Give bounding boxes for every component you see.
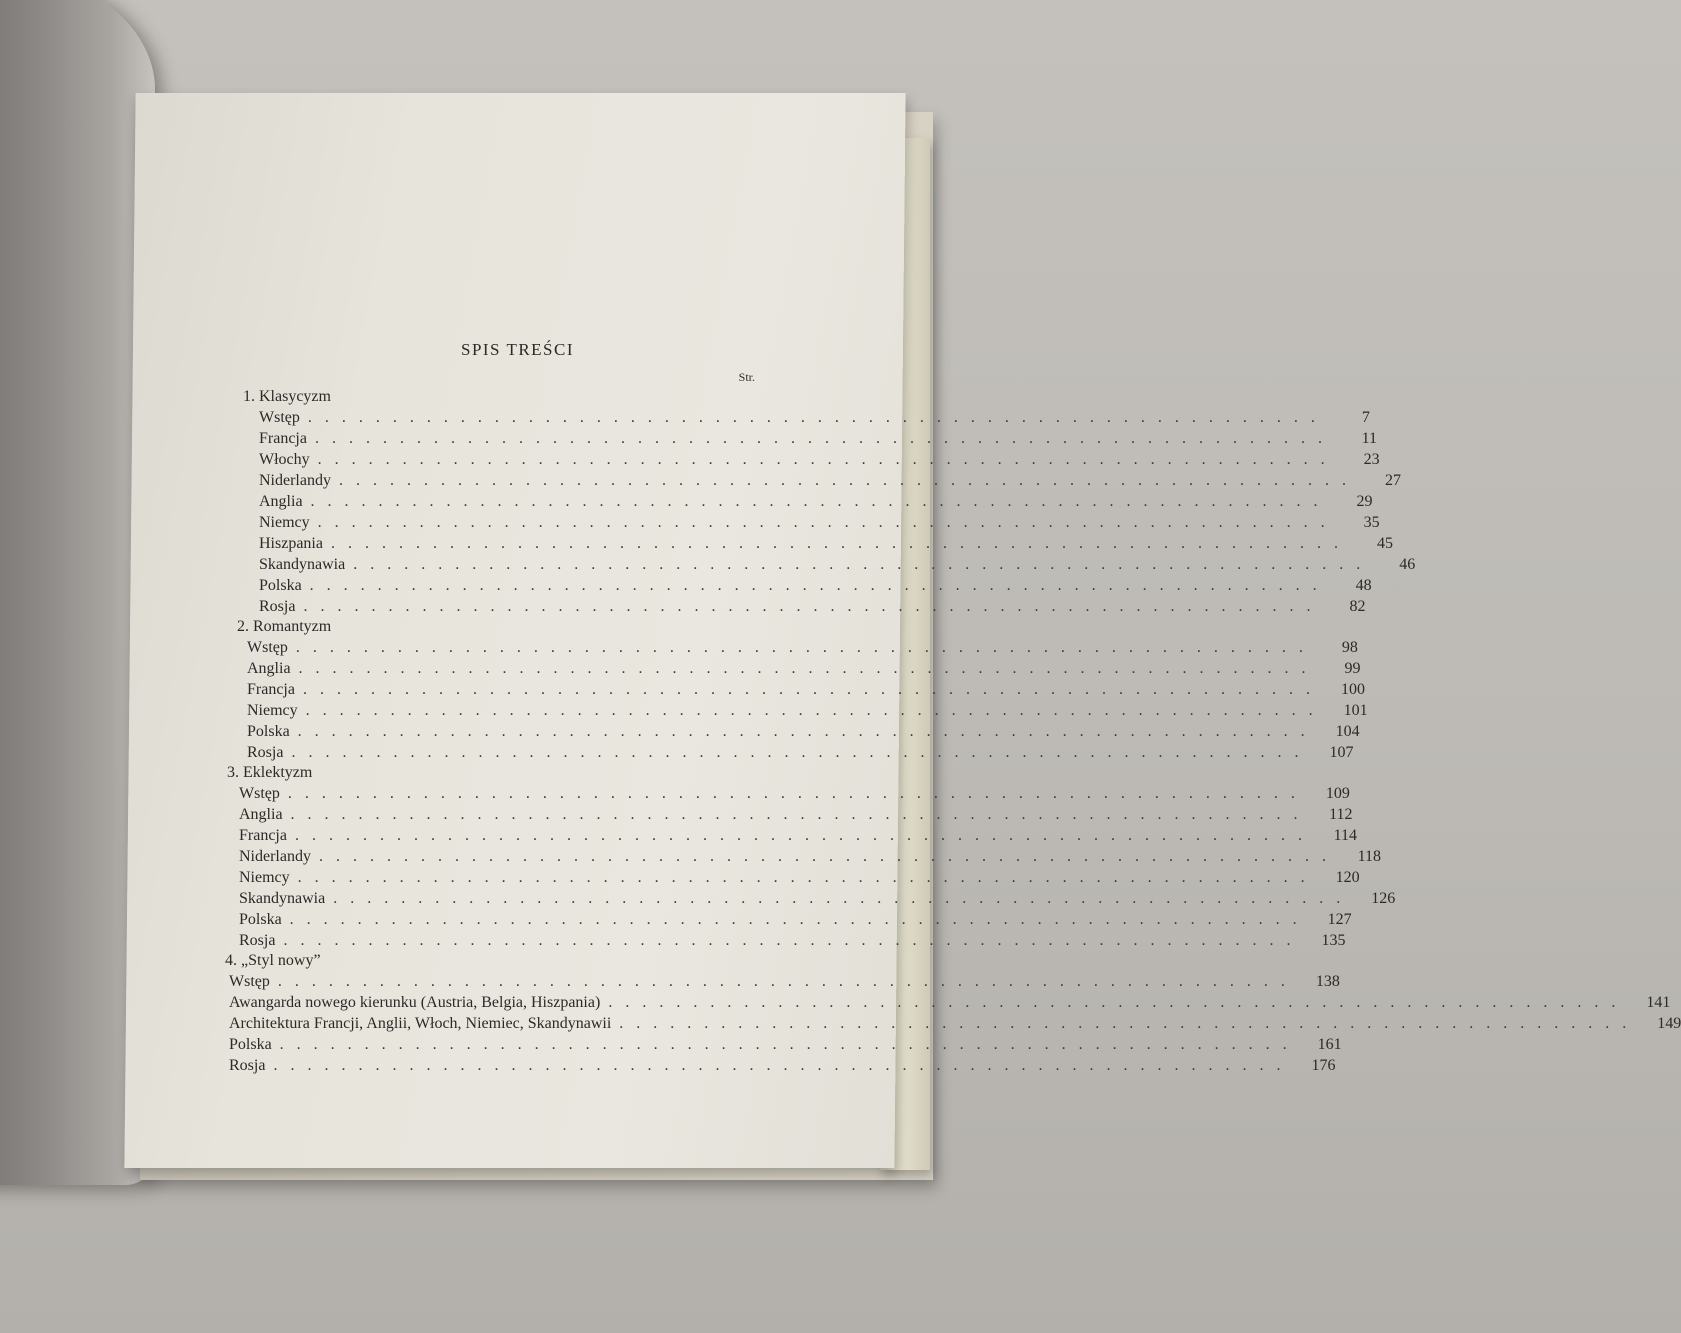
toc-entry-title: Niderlandy <box>239 848 311 865</box>
toc-chapter-heading: 4. „Styl nowy” <box>225 952 321 969</box>
toc-chapter-heading: 1. Klasycyzm <box>243 388 331 405</box>
dot-leader: ............................................................ <box>303 598 1324 615</box>
toc-entry-page-number: 35 <box>1363 514 1380 531</box>
dot-leader: ............................................................ <box>297 869 1318 886</box>
toc-entry-page-number: 48 <box>1355 577 1372 594</box>
toc-entry <box>225 470 1401 491</box>
toc-entry-page-number: 112 <box>1329 806 1353 823</box>
toc-entry <box>225 658 1361 679</box>
dot-leader: ............................................................ <box>305 702 1326 719</box>
toc-entry-page-number: 101 <box>1343 702 1368 719</box>
toc-entry-title: Rosja <box>229 1057 266 1074</box>
dot-leader: ............................................................ <box>307 409 1328 426</box>
toc-entry <box>225 512 1380 533</box>
toc-entry-page-number: 141 <box>1646 994 1671 1011</box>
toc-entry-page-number: 99 <box>1344 660 1361 677</box>
dot-leader: ............................................................ <box>295 639 1316 656</box>
toc-entry-page-number: 126 <box>1371 890 1396 907</box>
toc-entry-page-number: 45 <box>1376 535 1393 552</box>
toc-entry-title: Anglia <box>259 493 303 510</box>
dot-leader: ............................................................ <box>283 932 1304 949</box>
dot-leader: ............................................................ <box>309 577 1330 594</box>
toc-entry-title: Wstęp <box>259 409 300 426</box>
toc-entry-title: Rosja <box>247 744 284 761</box>
dot-leader: ............................................................ <box>318 848 1339 865</box>
toc-entry-page-number: 46 <box>1399 556 1416 573</box>
dot-leader: ............................................................ <box>297 723 1318 740</box>
toc-entry-page-number: 98 <box>1341 639 1358 656</box>
toc-entry-title: Francja <box>247 681 295 698</box>
toc-entry-title: Hiszpania <box>259 535 323 552</box>
toc-entry-title: Niderlandy <box>259 472 331 489</box>
toc-entry <box>225 407 1370 428</box>
toc-entry <box>225 637 1358 658</box>
dot-leader: ............................................................ <box>273 1057 1294 1074</box>
toc-entry <box>225 721 1360 742</box>
toc-entry <box>225 533 1393 554</box>
toc-entry <box>225 992 1671 1013</box>
toc-entry-page-number: 118 <box>1357 848 1381 865</box>
dot-leader: ............................................................ <box>317 514 1338 531</box>
toc-entry-page-number: 138 <box>1315 973 1340 990</box>
toc-entry <box>225 783 1350 804</box>
toc-entry-title: Skandynawia <box>259 556 346 573</box>
dot-leader: ............................................................ <box>330 535 1351 552</box>
toc-entry-title: Polska <box>247 723 290 740</box>
toc-entry-page-number: 127 <box>1327 911 1352 928</box>
toc-entry <box>225 1013 1681 1034</box>
dot-leader: ............................................................ <box>277 973 1298 990</box>
toc-entry-page-number: 104 <box>1335 723 1360 740</box>
toc-heading: SPIS TREŚCI <box>460 340 575 359</box>
toc-entry-page-number: 114 <box>1333 827 1357 844</box>
toc-entry <box>225 971 1340 992</box>
toc-entry-page-number: 149 <box>1657 1015 1681 1032</box>
toc-entry-page-number: 29 <box>1356 493 1373 510</box>
toc-entry <box>225 449 1380 470</box>
toc-entry-title: Francja <box>239 827 287 844</box>
dot-leader: ............................................................ <box>317 451 1338 468</box>
page-column-label: Str. <box>738 370 755 384</box>
toc-entry-page-number: 100 <box>1340 681 1365 698</box>
toc-entry-title: Awangarda nowego kierunku (Austria, Belgia, Hiszpania) <box>229 994 601 1011</box>
toc-entry <box>225 1034 1342 1055</box>
toc-chapter-heading: 2. Romantyzm <box>237 618 332 635</box>
dot-leader: ............................................................ <box>287 785 1308 802</box>
toc-entry <box>225 846 1381 867</box>
toc-entry-title: Wstęp <box>229 973 270 990</box>
dot-leader: ............................................................ <box>290 806 1311 823</box>
dot-leader: ............................................................ <box>294 827 1315 844</box>
toc-entry-page-number: 161 <box>1317 1036 1342 1053</box>
dot-leader: ............................................................ <box>333 890 1354 907</box>
toc-entry-title: Francja <box>259 430 307 447</box>
toc-entry <box>225 575 1372 596</box>
toc-entry-page-number: 7 <box>1361 409 1370 426</box>
toc-entry-page-number: 109 <box>1325 785 1350 802</box>
dot-leader: ............................................................ <box>338 472 1359 489</box>
toc-entry <box>225 742 1354 763</box>
dot-leader: ............................................................ <box>291 744 1312 761</box>
toc-entry <box>225 428 1377 449</box>
toc-entry-title: Architektura Francji, Anglii, Włoch, Niemiec, Skandynawii <box>229 1015 612 1032</box>
toc-entry-title: Niemcy <box>259 514 310 531</box>
toc-entry-page-number: 23 <box>1363 451 1380 468</box>
dot-leader: ............................................................ <box>353 556 1374 573</box>
toc-entry-page-number: 120 <box>1335 869 1360 886</box>
toc-entry <box>225 596 1366 617</box>
toc-entry <box>225 867 1360 888</box>
toc-chapter-heading: 3. Eklektyzm <box>227 764 313 781</box>
toc-entry-page-number: 107 <box>1329 744 1354 761</box>
toc-entry <box>225 491 1373 512</box>
dot-leader: ............................................................ <box>289 911 1310 928</box>
toc-entry-title: Polska <box>229 1036 272 1053</box>
toc-entry-page-number: 135 <box>1321 932 1346 949</box>
toc-entry-title: Wstęp <box>247 639 288 656</box>
toc-entry-page-number: 11 <box>1361 430 1377 447</box>
toc-entry-title: Polska <box>239 911 282 928</box>
toc-entry-title: Wstęp <box>239 785 280 802</box>
toc-entry-page-number: 82 <box>1349 598 1366 615</box>
toc-entry-title: Anglia <box>247 660 291 677</box>
toc-entry <box>225 804 1353 825</box>
toc-entry-title: Niemcy <box>239 869 290 886</box>
toc-entry <box>225 909 1352 930</box>
dot-leader: ............................................................ <box>619 1015 1640 1032</box>
toc-entry <box>225 825 1357 846</box>
toc-entry-page-number: 176 <box>1311 1057 1336 1074</box>
toc-entry-title: Włochy <box>259 451 310 468</box>
dot-leader: ............................................................ <box>279 1036 1300 1053</box>
toc-entry <box>225 930 1346 951</box>
dot-leader: ............................................................ <box>298 660 1319 677</box>
toc-entry-title: Niemcy <box>247 702 298 719</box>
toc-entry <box>225 554 1416 575</box>
dot-leader: ............................................................ <box>314 430 1335 447</box>
toc-entry <box>225 888 1396 909</box>
dot-leader: ............................................................ <box>302 681 1323 698</box>
toc-list <box>225 387 1681 1076</box>
toc-entry-title: Polska <box>259 577 302 594</box>
toc-entry-title: Rosja <box>259 598 296 615</box>
toc-entry <box>225 700 1368 721</box>
toc-entry-title: Skandynawia <box>239 890 326 907</box>
toc-entry <box>225 679 1365 700</box>
toc-entry-title: Rosja <box>239 932 276 949</box>
toc-entry-page-number: 27 <box>1384 472 1401 489</box>
toc-entry-title: Anglia <box>239 806 283 823</box>
table-of-contents <box>225 340 1681 1076</box>
dot-leader: ............................................................ <box>310 493 1331 510</box>
dot-leader: ............................................................ <box>608 994 1629 1011</box>
toc-entry <box>225 1055 1336 1076</box>
